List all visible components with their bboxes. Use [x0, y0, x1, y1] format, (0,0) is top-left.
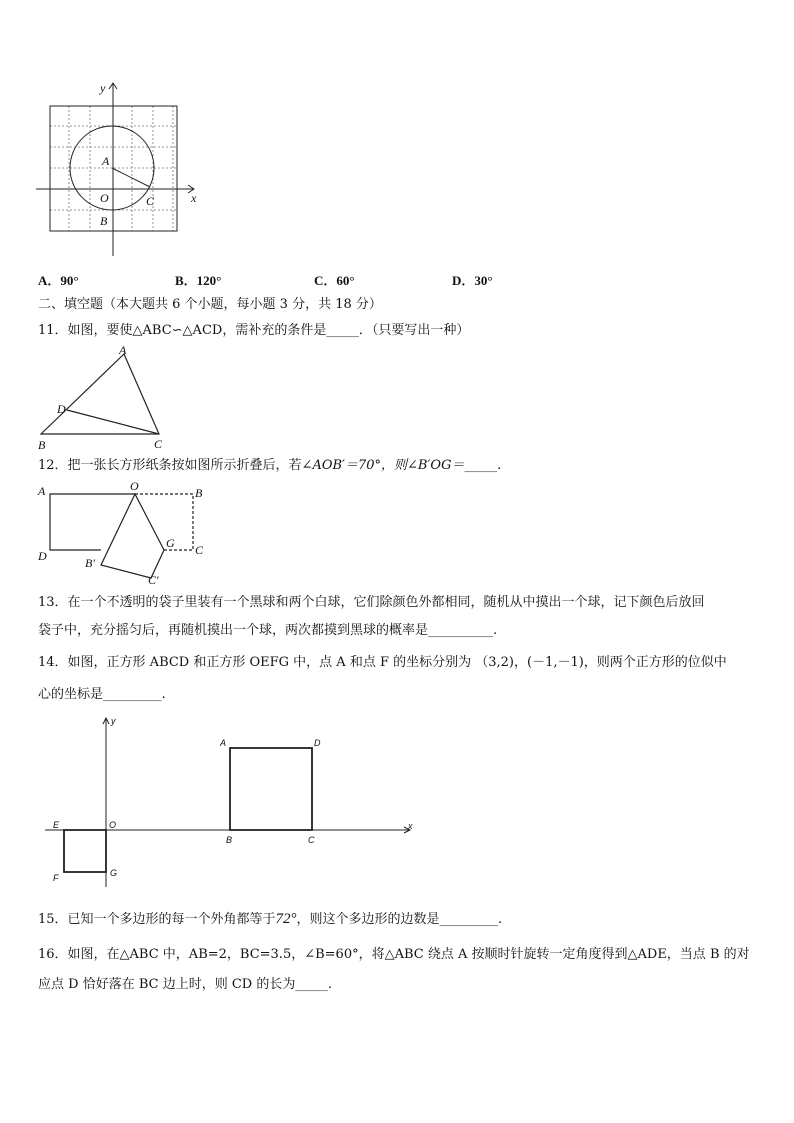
question-15-prefix: 15．已知一个多边形的每一个外角都等于 — [38, 912, 276, 927]
label-c: C — [146, 194, 155, 208]
label-f: F — [53, 873, 59, 883]
label-a: A — [220, 738, 227, 748]
question-12-prefix: 12．把一张长方形纸条按如图所示折叠后，若 — [38, 458, 302, 473]
option-a: A．90° — [38, 273, 79, 288]
question-14-line1: 14．如图，正方形 ABCD 和正方形 OEFG 中，点 A 和点 F 的坐标分别为 （3,2)，(－1,－1)，则两个正方形的位似中 — [38, 655, 727, 670]
option-c: C．60° — [314, 273, 355, 288]
label-x: x — [191, 191, 197, 205]
label-b: B — [195, 486, 203, 500]
label-o: O — [109, 820, 117, 830]
segment-ac — [112, 168, 150, 187]
label-a: A — [38, 484, 46, 498]
question-15-suffix: ，则这个多边形的边数是_________. — [296, 912, 503, 927]
label-b: B — [38, 438, 46, 452]
option-b: B．120° — [175, 273, 222, 288]
label-c: C — [308, 835, 315, 845]
label-o: O — [130, 479, 139, 493]
question-16-line2: 应点 D 恰好落在 BC 边上时，则 CD 的长为_____. — [38, 977, 332, 992]
question-11-text: 11．如图，要使△ABC∽△ACD，需补充的条件是_____．（只要写出一种） — [38, 323, 470, 338]
label-d: D — [314, 738, 321, 748]
figure-q14-squares — [40, 712, 420, 892]
square-abcd — [230, 748, 312, 830]
label-y: y — [111, 716, 116, 726]
label-b: B — [226, 835, 233, 845]
label-y: y — [100, 81, 106, 95]
label-e: E — [53, 820, 60, 830]
question-14-line2: 心的坐标是_________. — [38, 687, 166, 702]
label-b-prime: B′ — [85, 556, 95, 570]
question-15-math: 72° — [275, 911, 297, 927]
label-g: G — [110, 868, 118, 878]
label-c: C — [195, 543, 204, 557]
section-heading: 二、填空题（本大题共 6 个小题，每小题 3 分，共 18 分） — [38, 297, 382, 312]
question-13-line1: 13．在一个不透明的袋子里装有一个黑球和两个白球，它们除颜色外都相同，随机从中摸出一个球，记下颜色后放回 — [38, 595, 705, 610]
label-d: D — [38, 549, 47, 563]
question-13-line2: 袋子中，充分摇匀后，再随机摸出一个球，两次都摸到黑球的概率是__________. — [38, 623, 498, 638]
label-g: G — [166, 536, 175, 550]
label-c: C — [154, 437, 163, 451]
triangle-abc — [41, 354, 159, 434]
strip-right-dashed — [135, 494, 193, 550]
figure-q11-triangle — [36, 344, 176, 452]
square-oefg — [64, 830, 106, 872]
question-12-math: ∠AOB′＝70°，则∠B′OG＝_____． — [301, 458, 510, 473]
option-d: D．30° — [452, 273, 493, 288]
segment-dc — [67, 410, 159, 434]
question-15-text — [38, 910, 502, 929]
label-x: x — [408, 821, 413, 831]
question-12-text — [38, 457, 510, 475]
label-a: A — [102, 154, 110, 168]
label-c-prime: C′ — [148, 573, 159, 587]
label-b: B — [100, 214, 108, 228]
folded-part — [101, 494, 164, 578]
figure-q10-grid-circle — [36, 78, 206, 258]
figure-q12-folding — [36, 480, 216, 590]
question-16-line1: 16．如图，在△ABC 中，AB=2，BC=3.5，∠B=60°，将△ABC 绕点 A 按顺时针旋转一定角度得到△ADE，当点 B 的对 — [38, 947, 750, 962]
label-o: O — [100, 191, 109, 205]
label-a: A — [119, 343, 127, 357]
label-d: D — [57, 402, 66, 416]
